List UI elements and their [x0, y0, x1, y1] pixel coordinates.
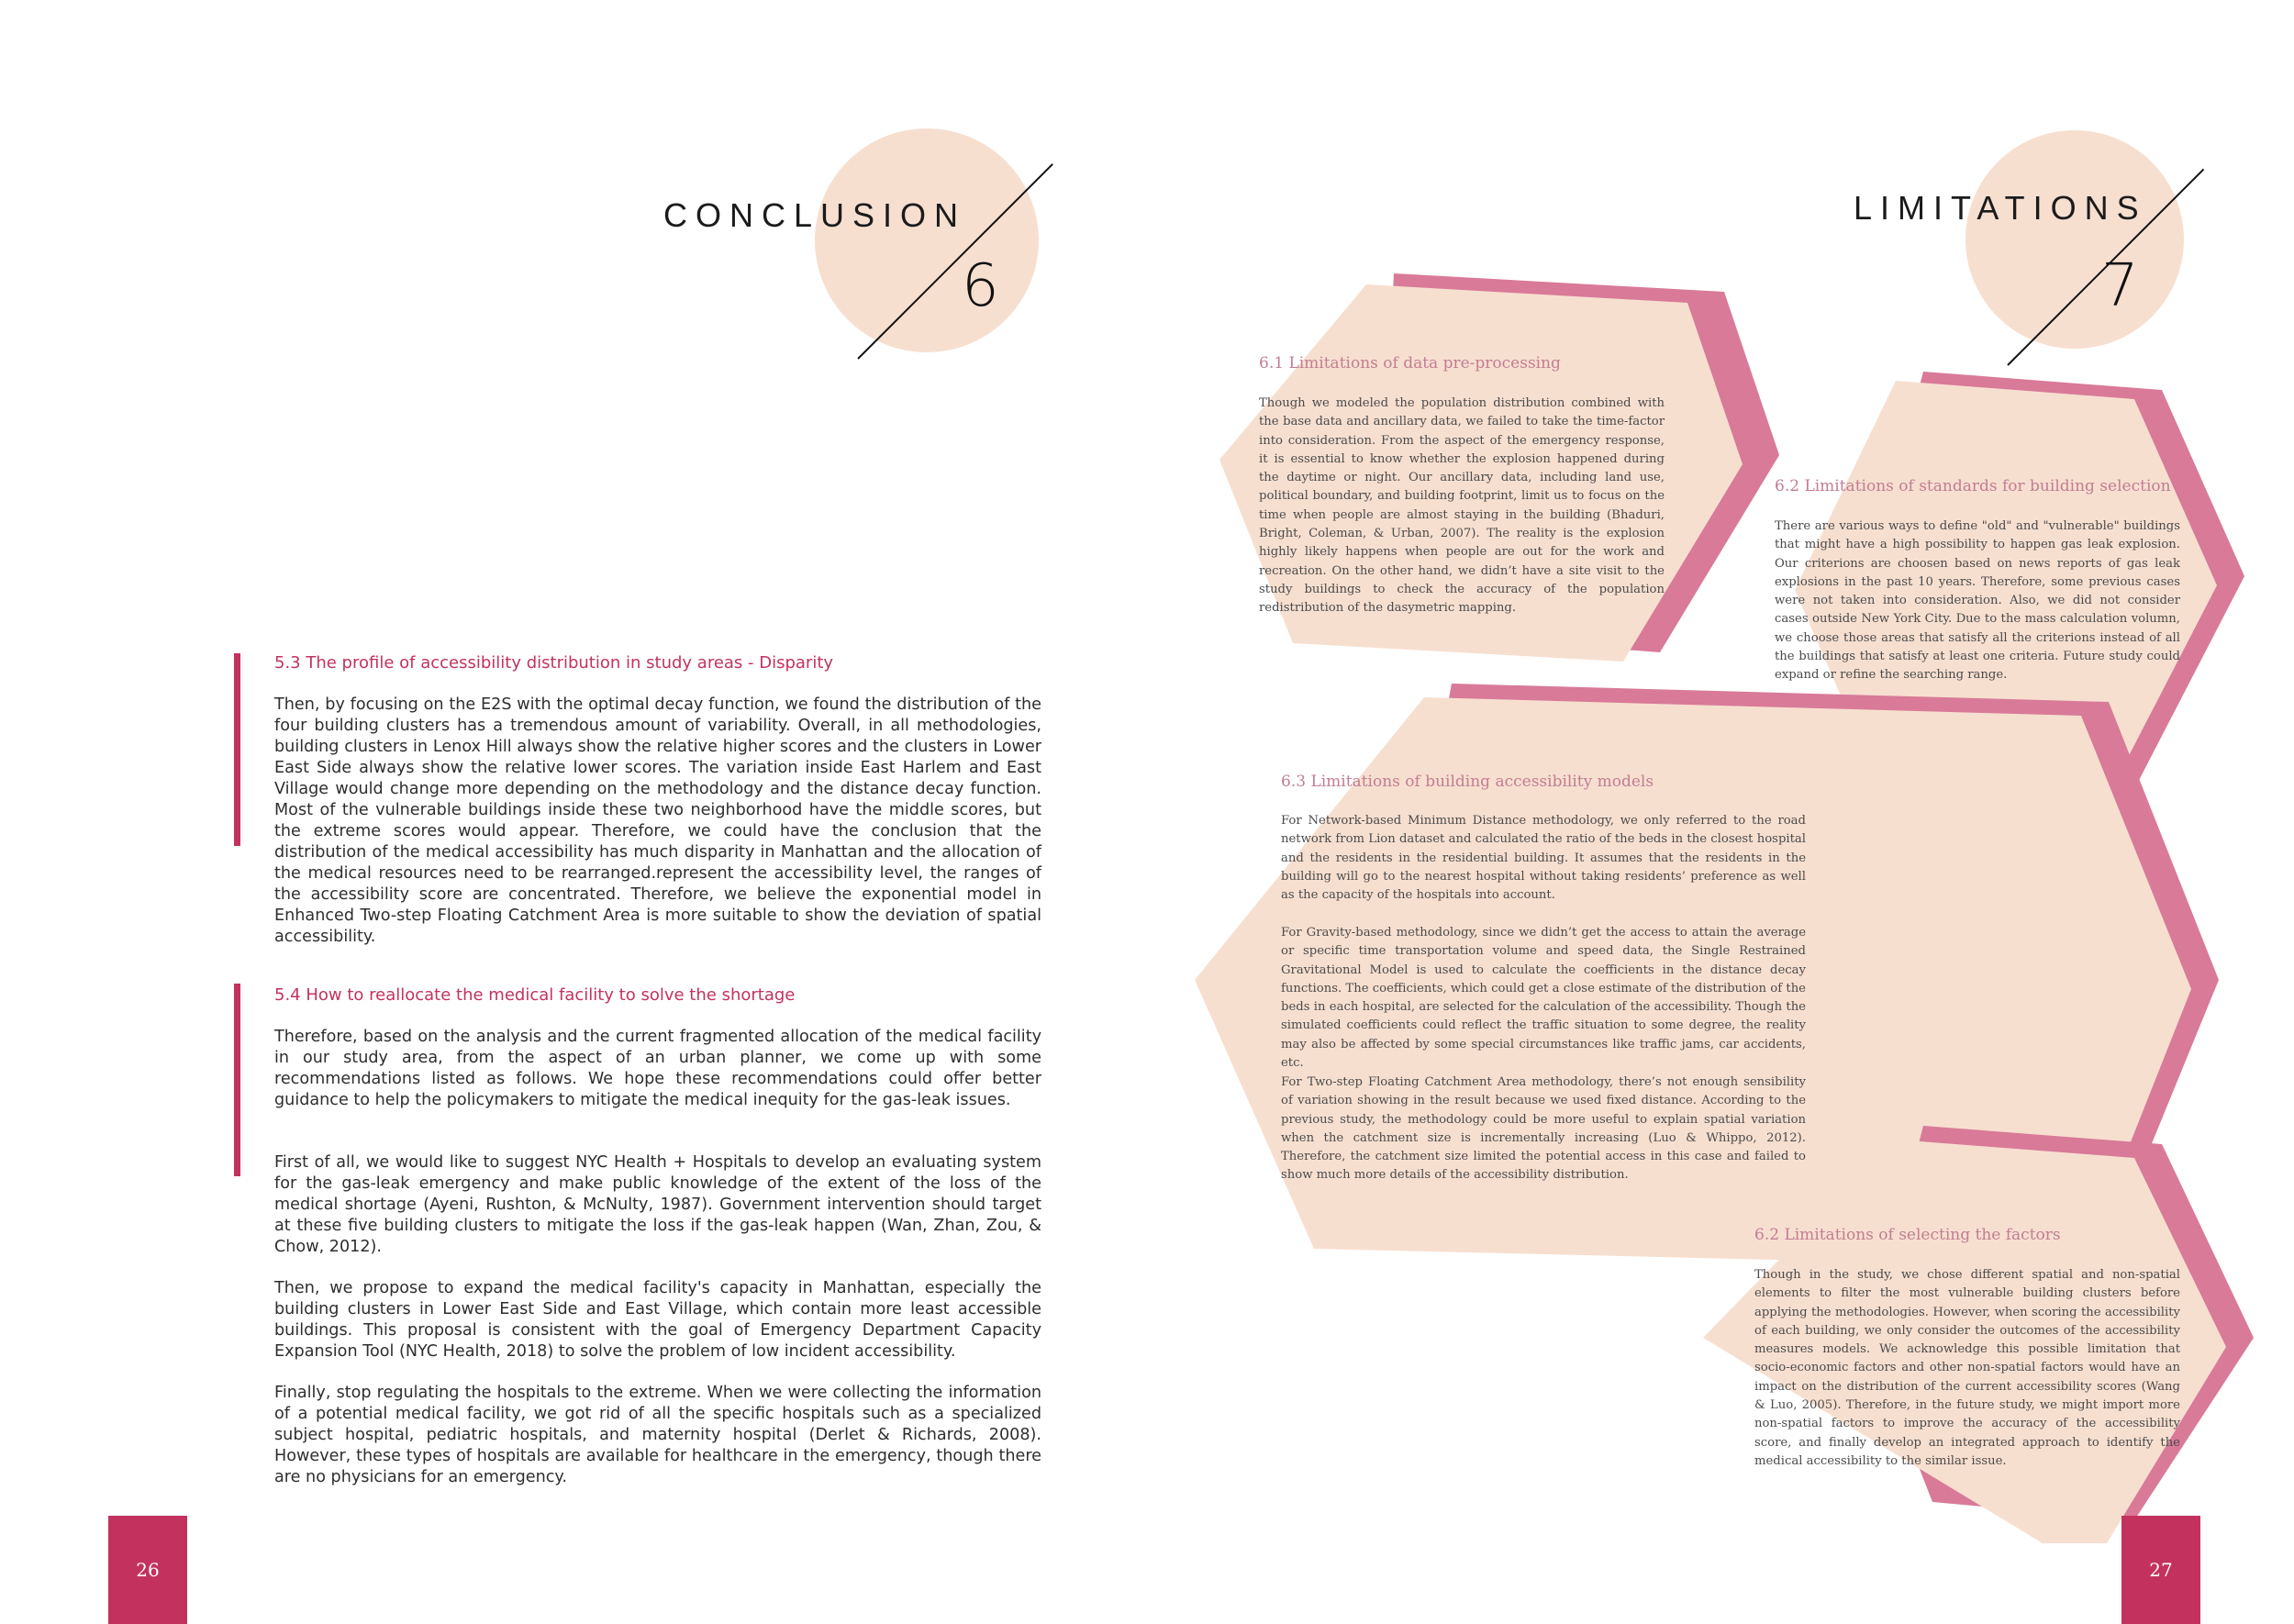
section-53-heading: 5.3 The profile of accessibility distribution in study areas - Disparity: [274, 653, 834, 673]
section-54-paragraph-3: Then, we propose to expand the medical facility's capacity in Manhattan, especially the building clusters in Lower East Side and East Village, which contain more least accessible buildings. This proposal is consistent with the goal of Emergency Department Capacity Expansion Tool (NYC Health, 2018) to solve the problem of low incident accessibility.: [274, 1279, 1041, 1361]
section-54-paragraph-4: Finally, stop regulating the hospitals to the extreme. When we were collecting the information of a potential medical facility, we got rid of all the specific hospitals such as a specialized subject hospital, pediatric hospitals, and maternity hospital (Derlet & Richards, 2008). However, these types of hospitals are available for healthcare in the emergency, though there are no physicians for an emergency.: [274, 1384, 1041, 1486]
conclusion-title: CONCLUSION: [663, 196, 967, 234]
limitations-number: 7: [2101, 252, 2139, 320]
limitation-64-body: Though in the study, we chose different spatial and non-spatial elements to filter the most vulnerable building clusters before applying the methodologies. However, when scoring the accessibility of each building, we only consider the outcomes of the accessibility measures models. We acknowledge this possible limitation that socio-economic factors and other non-spatial factors would have an impact on the distribution of the current accessibility scores (Wang & Luo, 2005). Therefore, in the future study, we might import more non-spatial factors to improve the accuracy of the accessibility score, and finally develop an integrated approach to identify the medical accessibility to the similar issue.: [1754, 1268, 2180, 1468]
limitation-62-body: There are various ways to define "old" and "vulnerable" buildings that might have a high possibility to happen gas leak explosion. Our criterions are choosen based on news reports of gas leak explosions in the past 10 years. Therefore, some previous cases were not taken into consideration. Also, we did not consider cases outside New York City. Due to the mass calculation volumn, we choose those areas that satisfy all the criterions instead of all the buildings that satisfy at least one criteria. Future study could expand or refine the searching range.: [1775, 519, 2180, 683]
page-left: [0, 0, 1147, 1622]
page-number-26: 26: [108, 1516, 187, 1624]
limitation-63-paragraph-2: For Gravity-based methodology, since we didn’t get the access to attain the average or specific time transportation volume and speed data, the Single Restrained Gravitational Model is used to calculate the coefficients in the distance decay functions. The coefficients, which could get a close estimate of the distribution of the beds in each hospital, are selected for the calculation of the accessibility. Though the simulated coefficients could reflect the traffic situation to some degree, the reality may also be affected by some special circumstances like traffic jams, car accidents, etc.: [1281, 926, 1806, 1071]
section-54-paragraph-2: First of all, we would like to suggest NYC Health + Hospitals to develop an evaluating system for the gas-leak emergency and make public knowledge of the extent of the loss of the medical shortage (Ayeni, Rushton, & McNulty, 1987). Government intervention should target at these five building clusters to mitigate the loss if the gas-leak happen (Wan, Zhan, Zou, & Chow, 2012).: [274, 1153, 1041, 1256]
page-number-27: 27: [2121, 1516, 2200, 1624]
conclusion-circle: [815, 128, 1039, 352]
limitations-circle: [1965, 130, 2184, 349]
limitation-62-heading: 6.2 Limitations of standards for building selection: [1775, 477, 2171, 495]
limitation-63-paragraph-3: For Two-step Floating Catchment Area methodology, there’s not enough sensibility of variation showing in the result because we used fixed distance. According to the previous study, the methodology could be more useful to explain spatial variation when the catchment size is incrementally increasing (Luo & Whippo, 2012). Therefore, the catchment size limited the potential access in this case and failed to show much more details of the accessibility distribution.: [1281, 1075, 1806, 1183]
limitations-title: LIMITATIONS: [1854, 189, 2147, 227]
page-right: [1147, 0, 2294, 1622]
section-53-body: Then, by focusing on the E2S with the optimal decay function, we found the distribution of the four building clusters has a tremendous amount of variability. Overall, in all methodologies, building clusters in Lenox Hill always show the relative higher scores and the clusters in Lower East Side always show the relative lower scores. The variation inside East Harlem and East Village would change more depending on the methodology and the distance decay function. Most of the vulnerable buildings inside these two neighborhood have the middle scores, but the extreme scores would appear. Therefore, we could have the conclusion that the distribution of the medical accessibility has much disparity in Manhattan and the allocation of the medical resources need to be rearranged.represent the accessibility level, the ranges of the accessibility score are concentrated. Therefore, we believe the exponential model in Enhanced Two-step Floating Catchment Area is more suitable to show the deviation of spatial accessibility.: [274, 695, 1041, 946]
limitation-61-body: Though we modeled the population distribution combined with the base data and ancillary data, we failed to take the time-factor into consideration. From the aspect of the emergency response, it is essential to know whether the explosion happened during the daytime or night. Our ancillary data, including land use, political boundary, and building footprint, limit us to focus on the time when people are almost staying in the building (Bhaduri, Bright, Coleman, & Urban, 2007). The reality is the explosion highly likely happens when people are out for the work and recreation. On the other hand, we didn’t have a site visit to the study buildings to check the accuracy of the population redistribution of the dasymetric mapping.: [1259, 396, 1665, 616]
limitation-63-heading: 6.3 Limitations of building accessibility models: [1281, 773, 1654, 791]
section-53-bar: [234, 653, 240, 846]
conclusion-number: 6: [962, 252, 999, 320]
limitation-61-heading: 6.1 Limitations of data pre-processing: [1259, 354, 1561, 373]
limitation-63-paragraph-1: For Network-based Minimum Distance methodology, we only referred to the road network from Lion dataset and calculated the ratio of the beds in the closest hospital and the residents in the residential building. It assumes that the residents in the building will go to the nearest hospital without taking residents’ preference as well as the capacity of the hospitals into account.: [1281, 814, 1806, 903]
section-54-bar: [234, 984, 240, 1176]
limitation-64-heading: 6.2 Limitations of selecting the factors: [1754, 1226, 2061, 1244]
section-54-paragraph-1: Therefore, based on the analysis and the current fragmented allocation of the medical facility in our study area, from the aspect of an urban planner, we come up with some recommendations listed as follows. We hope these recommendations could offer better guidance to help the policymakers to mitigate the medical inequity for the gas-leak issues.: [274, 1028, 1041, 1109]
section-54-heading: 5.4 How to reallocate the medical facility to solve the shortage: [274, 985, 796, 1005]
